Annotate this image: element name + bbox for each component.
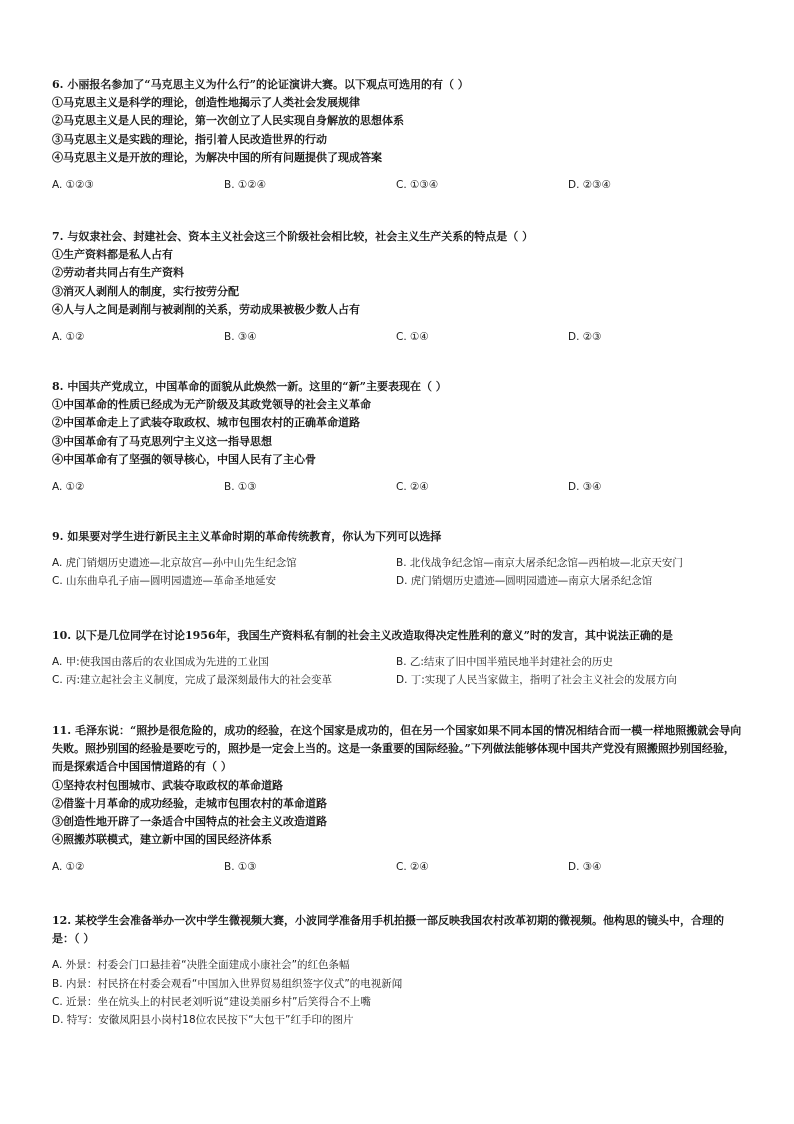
option-d[interactable]: D. ③④ xyxy=(568,481,602,494)
question-stem: 7. 与奴隶社会、封建社会、资本主义社会这三个阶级社会相比较，社会主义生产关系的特点是（ ） xyxy=(52,230,534,243)
statement-2: ②中国革命走上了武装夺取政权、城市包围农村的正确革命道路 xyxy=(52,416,360,430)
question-stem: 9. 如果要对学生进行新民主主义革命时期的革命传统教育，你认为下列可以选择 xyxy=(52,530,442,543)
option-c[interactable]: C. ①③④ xyxy=(396,179,439,192)
question-stem: 12. 某校学生会准备举办一次中学生微视频大赛，小波同学准备用手机拍摄一部反映我国农村改革初期的微视频。他构思的镜头中，合理的是：（ ） xyxy=(52,914,724,946)
question-stem: 11. 毛泽东说：“照抄是很危险的，成功的经验，在这个国家是成功的，但在另一个国家如果不同本国的情况相结合而一模一样地照搬就会导向失败。照抄别国的经验是要吃亏的，照抄是一定会上当的。这是一条重要的国际经验。”下列做法能够体现中国共产党没有照搬照抄别国经验，而是探索适合中国国情道路的有（ ） xyxy=(52,724,742,774)
option-b[interactable]: B. ③④ xyxy=(224,331,257,344)
option-b[interactable]: B. ①③ xyxy=(224,481,257,494)
option-b[interactable]: B. ①②④ xyxy=(224,179,267,192)
option-a[interactable]: A. 虎门销烟历史遗迹—北京故宫—孙中山先生纪念馆 xyxy=(52,557,297,570)
statement-1: ①生产资料都是私人占有 xyxy=(52,248,173,262)
option-d[interactable]: D. ②③ xyxy=(568,331,602,344)
statement-3: ③消灭人剥削人的制度，实行按劳分配 xyxy=(52,284,239,298)
question-10 xyxy=(52,627,742,692)
option-a[interactable]: A. ①②③ xyxy=(52,179,94,192)
question-stem: 6. 小丽报名参加了“马克思主义为什么行”的论证演讲大赛。以下观点可选用的有（ ） xyxy=(52,78,469,91)
option-d[interactable]: D. 虎门销烟历史遗迹—圆明园遗迹—南京大屠杀纪念馆 xyxy=(396,575,653,588)
statement-3: ③中国革命有了马克思列宁主义这一指导思想 xyxy=(52,434,272,448)
statement-1: ①中国革命的性质已经成为无产阶级及其政党领导的社会主义革命 xyxy=(52,398,371,412)
question-6 xyxy=(52,76,742,197)
options xyxy=(52,956,742,1029)
options xyxy=(52,179,742,197)
statement-1: ①马克思主义是科学的理论，创造性地揭示了人类社会发展规律 xyxy=(52,96,360,110)
option-a[interactable]: A. ①② xyxy=(52,331,85,344)
statement-4: ④中国革命有了坚强的领导核心，中国人民有了主心骨 xyxy=(52,452,316,466)
question-stem: 8. 中国共产党成立，中国革命的面貌从此焕然一新。这里的“新”主要表现在（ ） xyxy=(52,380,447,393)
option-a[interactable]: A. 外景：村委会门口悬挂着“决胜全面建成小康社会”的红色条幅 xyxy=(52,959,350,972)
statement-3: ③马克思主义是实践的理论，指引着人民改造世界的行动 xyxy=(52,132,327,146)
option-c[interactable]: C. ②④ xyxy=(396,481,429,494)
statement-2: ②马克思主义是人民的理论，第一次创立了人民实现自身解放的思想体系 xyxy=(52,114,404,128)
statement-2: ②借鉴十月革命的成功经验，走城市包围农村的革命道路 xyxy=(52,796,327,810)
statement-4: ④马克思主义是开放的理论，为解决中国的所有问题提供了现成答案 xyxy=(52,150,382,164)
option-b[interactable]: B. ①③ xyxy=(224,861,257,874)
question-7 xyxy=(52,228,742,349)
options xyxy=(52,331,742,349)
statement-1: ①坚持农村包围城市、武装夺取政权的革命道路 xyxy=(52,778,283,792)
option-b[interactable]: B. 内景：村民挤在村委会观看“中国加入世界贸易组织签字仪式”的电视新闻 xyxy=(52,977,403,990)
statement-2: ②劳动者共同占有生产资料 xyxy=(52,266,184,280)
options xyxy=(52,555,742,593)
option-d[interactable]: D. 特写：安徽凤阳县小岗村18位农民按下“大包干”红手印的图片 xyxy=(52,1014,354,1027)
option-c[interactable]: C. ①④ xyxy=(396,331,429,344)
statement-4: ④人与人之间是剥削与被剥削的关系，劳动成果被极少数人占有 xyxy=(52,302,360,316)
option-a[interactable]: A. 甲:使我国由落后的农业国成为先进的工业国 xyxy=(52,656,269,669)
option-d[interactable]: D. ③④ xyxy=(568,861,602,874)
options xyxy=(52,861,742,879)
option-c[interactable]: C. ②④ xyxy=(396,861,429,874)
option-c[interactable]: C. 近景：坐在炕头上的村民老刘听说“建设美丽乡村”后笑得合不上嘴 xyxy=(52,995,371,1008)
options xyxy=(52,481,742,499)
question-12 xyxy=(52,912,742,1029)
option-d[interactable]: D. 丁:实现了人民当家做主，指明了社会主义社会的发展方向 xyxy=(396,674,677,687)
option-b[interactable]: B. 北伐战争纪念馆—南京大屠杀纪念馆—西柏坡—北京天安门 xyxy=(396,557,683,570)
statement-4: ④照搬苏联模式，建立新中国的国民经济体系 xyxy=(52,833,272,847)
question-stem: 10. 以下是几位同学在讨论1956年，我国生产资料私有制的社会主义改造取得决定性胜利的意义”时的发言，其中说法正确的是 xyxy=(52,629,673,642)
option-c[interactable]: C. 丙:建立起社会主义制度，完成了最深刻最伟大的社会变革 xyxy=(52,674,333,687)
option-a[interactable]: A. ①② xyxy=(52,481,85,494)
options xyxy=(52,654,742,692)
option-a[interactable]: A. ①② xyxy=(52,861,85,874)
question-9 xyxy=(52,528,742,593)
statement-3: ③创造性地开辟了一条适合中国特点的社会主义改造道路 xyxy=(52,815,327,829)
question-11 xyxy=(52,722,742,879)
option-c[interactable]: C. 山东曲阜孔子庙—圆明园遗迹—革命圣地延安 xyxy=(52,575,277,588)
question-8 xyxy=(52,378,742,499)
option-b[interactable]: B. 乙:结束了旧中国半殖民地半封建社会的历史 xyxy=(396,656,613,669)
option-d[interactable]: D. ②③④ xyxy=(568,179,611,192)
